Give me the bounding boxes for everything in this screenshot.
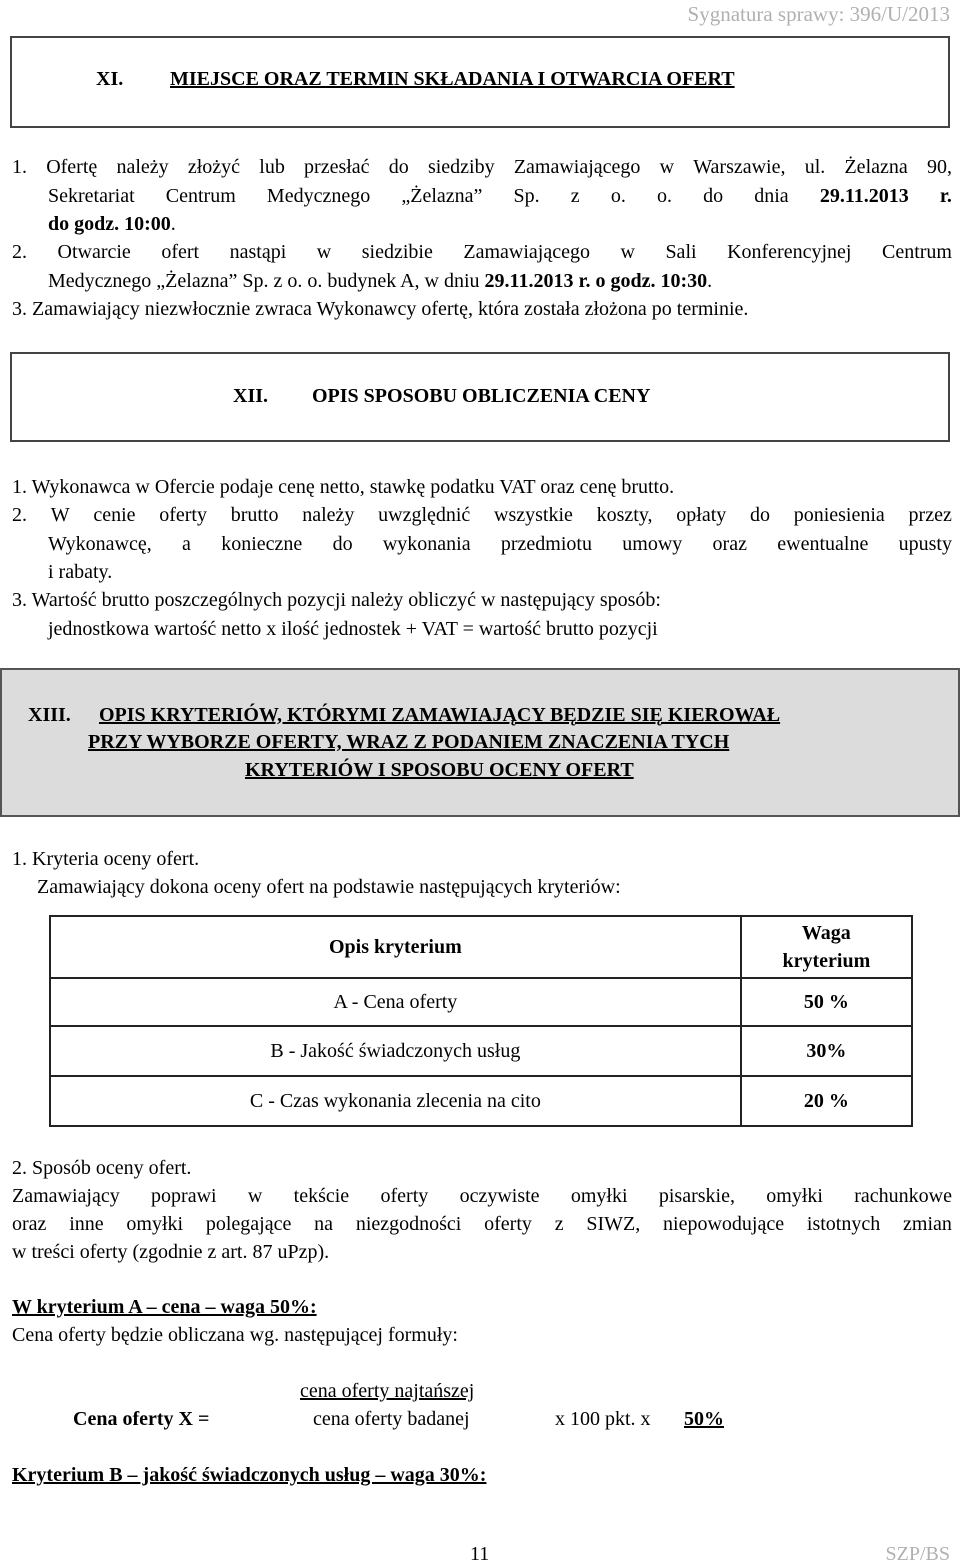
- word: lub: [259, 156, 285, 178]
- word: koszty,: [596, 504, 653, 526]
- xi-item1-line1: [12, 156, 952, 179]
- word: oczywiste: [459, 1185, 540, 1207]
- word: oferty: [484, 1213, 532, 1235]
- word: Otwarcie: [57, 241, 131, 263]
- xi-item2-line2: Medycznego „Żelazna” Sp. z o. o. budynek A, w dniu 29.11.2013 r. o godz. 10:30.: [48, 270, 713, 292]
- word: upusty: [898, 533, 952, 555]
- xii-item2-line3: i rabaty.: [48, 561, 113, 583]
- word: omyłki: [570, 1185, 628, 1207]
- section-xi-box: [10, 36, 950, 128]
- word: do: [750, 504, 770, 526]
- word: omyłki: [126, 1213, 184, 1235]
- criterion-a-title: W kryterium A – cena – waga 50%:: [12, 1296, 317, 1318]
- word: przesłać: [304, 156, 370, 178]
- section-xii-title: OPIS SPOSOBU OBLICZENIA CENY: [312, 385, 651, 407]
- word: w: [659, 156, 675, 178]
- word: wszystkie: [494, 504, 573, 526]
- formula-weight: 50%: [684, 1408, 724, 1430]
- criteria-row: [50, 978, 912, 1026]
- word: Sp.: [513, 185, 540, 207]
- page-number: 11: [470, 1543, 490, 1565]
- xiii-item1-title: 1. Kryteria oceny ofert.: [12, 848, 200, 870]
- word: zmian: [903, 1213, 952, 1235]
- word: poprawi: [151, 1185, 217, 1207]
- criteria-row-weight: 30%: [741, 1026, 912, 1076]
- word: przedmiotu: [500, 533, 592, 555]
- word: istotnych: [806, 1213, 881, 1235]
- xiii-item2-title: 2. Sposób oceny ofert.: [12, 1157, 192, 1179]
- word: umowy: [622, 533, 683, 555]
- xii-item1: 1. Wykonawca w Ofercie podaje cenę netto, stawkę podatku VAT oraz cenę brutto.: [12, 476, 675, 498]
- criteria-table: [49, 915, 913, 1127]
- word: w: [620, 241, 635, 263]
- word: należy: [302, 504, 355, 526]
- word: z: [570, 185, 580, 207]
- criteria-row-weight: 20 %: [741, 1076, 912, 1126]
- word: Żelazna: [844, 156, 908, 178]
- criteria-row: [50, 1026, 912, 1076]
- word: z: [554, 1213, 564, 1235]
- criteria-row-description: A - Cena oferty: [50, 978, 741, 1026]
- formula-label: Cena oferty X =: [73, 1408, 210, 1430]
- word: brutto: [230, 504, 279, 526]
- word: 29.11.2013: [819, 185, 909, 207]
- criteria-row-description: B - Jakość świadczonych usług: [50, 1026, 741, 1076]
- word: inne: [69, 1213, 104, 1235]
- word: konieczne: [221, 533, 303, 555]
- word: omyłki: [766, 1185, 823, 1207]
- word: o.: [610, 185, 626, 207]
- word: 2.: [12, 241, 27, 263]
- word: oraz: [12, 1213, 47, 1235]
- word: ewentualne: [777, 533, 869, 555]
- word: Konferencyjnej: [727, 241, 852, 263]
- word: oraz: [712, 533, 747, 555]
- section-xiii-box: [0, 668, 960, 817]
- word: a: [182, 533, 191, 555]
- xi-item1-line2: [48, 185, 952, 208]
- xi-item2-line2-date: 29.11.2013 r. o godz. 10:30: [484, 270, 708, 292]
- xii-item3-line2: jednostkowa wartość netto x ilość jednostek + VAT = wartość brutto pozycji: [48, 618, 658, 640]
- word: złożyć: [187, 156, 241, 178]
- xi-item2-line2-text: Medycznego „Żelazna” Sp. z o. o. budynek A, w dniu: [48, 270, 485, 292]
- word: należy: [116, 156, 169, 178]
- word: poniesienia: [793, 504, 885, 526]
- section-xii-box: [10, 352, 950, 442]
- word: przez: [908, 504, 952, 526]
- word: ofert: [161, 241, 200, 263]
- word: Zamawiającego: [463, 241, 590, 263]
- word: 90,: [926, 156, 952, 178]
- word: 2.: [12, 504, 27, 526]
- formula-numerator: cena oferty najtańszej: [300, 1380, 475, 1402]
- word: opłaty: [676, 504, 727, 526]
- word: na: [314, 1213, 334, 1235]
- formula-denominator: cena oferty badanej: [313, 1408, 470, 1430]
- criteria-header-weight-line2: kryterium: [782, 950, 871, 972]
- section-xi-title: MIEJSCE ORAZ TERMIN SKŁADANIA I OTWARCIA OFERT: [170, 68, 735, 90]
- word: siedzibie: [361, 241, 433, 263]
- section-xiii-title-line1: OPIS KRYTERIÓW, KTÓRYMI ZAMAWIAJĄCY BĘDZIE SIĘ KIEROWAŁ: [99, 704, 781, 726]
- word: Ofertę: [46, 156, 98, 178]
- word: siedziby: [427, 156, 495, 178]
- word: 1.: [12, 156, 27, 178]
- word: Sekretariat: [48, 185, 135, 207]
- section-xiii-title-line2: PRZY WYBORZE OFERTY, WRAZ Z PODANIEM ZNACZENIA TYCH: [88, 731, 730, 753]
- word: SIWZ,: [586, 1213, 641, 1235]
- xiii-item2-line2: [12, 1213, 952, 1236]
- word: uwzględnić: [378, 504, 471, 526]
- word: do: [332, 533, 353, 555]
- word: Warszawie,: [693, 156, 786, 178]
- word: ul.: [804, 156, 826, 178]
- word: tekście: [293, 1185, 350, 1207]
- word: Medycznego: [266, 185, 371, 207]
- word: pisarskie,: [658, 1185, 735, 1207]
- xiii-item2-line3: w treści oferty (zgodnie z art. 87 uPzp).: [12, 1241, 330, 1263]
- xi-item1-line3: do godz. 10:00.: [48, 213, 176, 235]
- word: niepowodujące: [663, 1213, 785, 1235]
- xiii-item1-text: Zamawiający dokona oceny ofert na podstawie następujących kryteriów:: [37, 876, 621, 898]
- formula-multiplier: x 100 pkt. x: [555, 1408, 651, 1430]
- xii-item2-line1: [12, 504, 952, 527]
- word: „Żelazna”: [401, 185, 483, 207]
- xii-item2-line2: [48, 533, 952, 556]
- section-xiii-title-line3: KRYTERIÓW I SPOSOBU OCENY OFERT: [245, 759, 634, 781]
- word: cenie: [93, 504, 136, 526]
- word: Zamawiający: [12, 1185, 120, 1207]
- criteria-row-description: C - Czas wykonania zlecenia na cito: [50, 1076, 741, 1126]
- criteria-row: [50, 1076, 912, 1126]
- section-xi-number: XI.: [96, 68, 124, 90]
- word: nastąpi: [229, 241, 287, 263]
- section-xiii-number: XIII.: [28, 704, 71, 726]
- criterion-b-title: Kryterium B – jakość świadczonych usług – waga 30%:: [12, 1464, 487, 1486]
- criterion-a-text: Cena oferty będzie obliczana wg. następującej formuły:: [12, 1324, 458, 1346]
- word: w: [316, 241, 332, 263]
- word: dnia: [754, 185, 789, 207]
- word: w: [247, 1185, 263, 1207]
- footer-initials: SZP/BS: [885, 1543, 950, 1565]
- criteria-row-weight: 50 %: [741, 978, 912, 1026]
- word: oferty: [380, 1185, 429, 1207]
- criteria-header-weight-line1: Waga: [801, 922, 851, 944]
- word: polegające: [205, 1213, 292, 1235]
- case-signature: Sygnatura sprawy: 396/U/2013: [687, 2, 950, 26]
- xi-item1-time: do godz. 10:00: [48, 213, 171, 235]
- word: Wykonawcę,: [48, 533, 152, 555]
- word: oferty: [159, 504, 207, 526]
- word: niezgodności: [355, 1213, 462, 1235]
- word: do: [703, 185, 724, 207]
- word: Sali: [665, 241, 697, 263]
- criteria-header-weight: [741, 916, 912, 978]
- word: Zamawiającego: [513, 156, 641, 178]
- word: rachunkowe: [854, 1185, 952, 1207]
- xi-item3: 3. Zamawiający niezwłocznie zwraca Wykonawcy ofertę, która została złożona po terminie.: [12, 298, 749, 320]
- criteria-header-row: [50, 916, 912, 978]
- word: W: [50, 504, 70, 526]
- xi-item2-line1: [12, 241, 952, 264]
- section-xii-number: XII.: [233, 385, 269, 407]
- criteria-header-description: Opis kryterium: [50, 916, 741, 978]
- word: Centrum: [165, 185, 236, 207]
- word: do: [388, 156, 409, 178]
- xiii-item2-line1: [12, 1185, 952, 1208]
- word: r.: [939, 185, 952, 207]
- word: wykonania: [382, 533, 471, 555]
- word: o.: [656, 185, 672, 207]
- xii-item3-line1: 3. Wartość brutto poszczególnych pozycji należy obliczyć w następujący sposób:: [12, 589, 661, 611]
- word: Centrum: [881, 241, 952, 263]
